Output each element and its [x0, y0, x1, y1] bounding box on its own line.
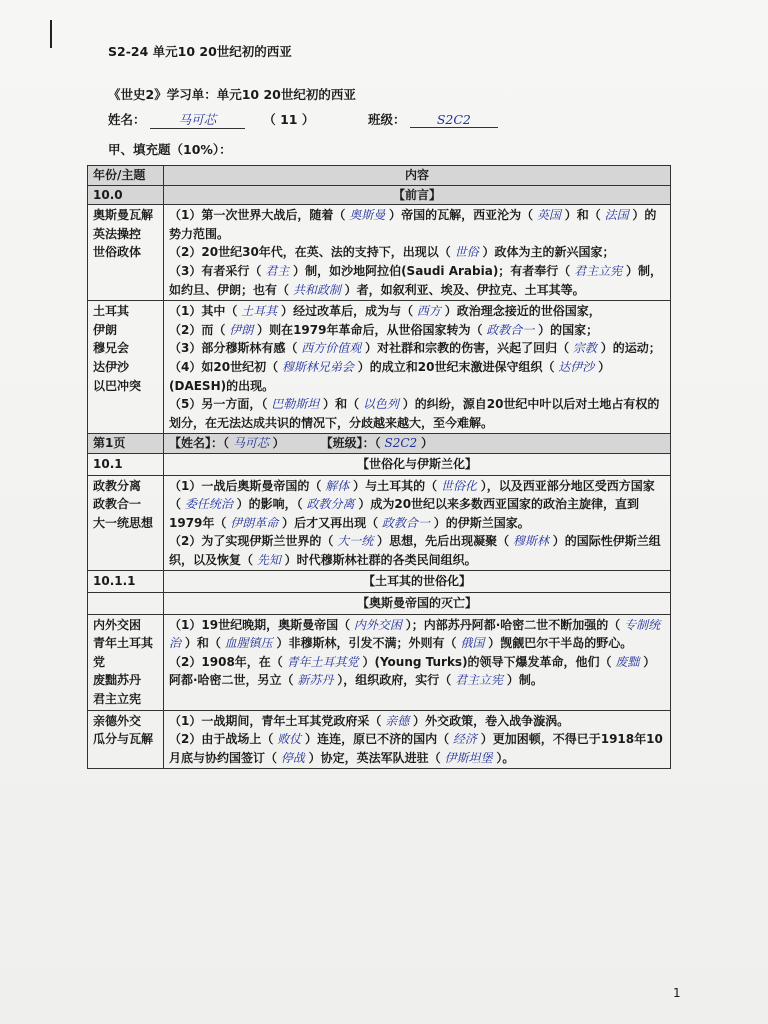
- row-topic-cell: 10.1: [88, 453, 164, 475]
- table-row: [88, 434, 671, 454]
- row-content-cell: 【前言】: [164, 185, 671, 205]
- handwritten-answer: 委任统治: [181, 497, 237, 512]
- handwritten-answer: 君主立宪: [570, 263, 626, 278]
- handwritten-answer: S2C2: [380, 436, 421, 451]
- table-row: [88, 185, 671, 205]
- class-label: 班级：: [368, 112, 406, 127]
- handwritten-answer: 政教合一: [378, 515, 434, 530]
- handwritten-answer: 英国: [533, 208, 565, 223]
- topic-label: 伊朗: [93, 322, 118, 337]
- content-paragraph: （1）19世纪晚期，奥斯曼帝国（ 内外交困 ）；内部苏丹阿都·哈密二世不断加强的（ 专制统治 ）和（ 血腥镇压 ）非穆斯林，引发不满；外则有（ 俄国 ）觊觎巴尔干半岛的野心。: [169, 617, 661, 651]
- handwritten-answer: 青年土耳其党: [282, 654, 363, 669]
- handwritten-answer: 以色列: [359, 397, 403, 412]
- row-content-cell: [164, 301, 671, 434]
- pen-mark: [50, 20, 52, 48]
- topic-label: 世俗政体: [93, 245, 142, 260]
- row-content-cell: [164, 710, 671, 769]
- content-paragraph: （1）一战期间，青年土耳其党政府采（ 亲德 ）外交政策，卷入战争漩涡。: [169, 713, 570, 728]
- row-content-cell: 【世俗化与伊斯兰化】: [164, 453, 671, 475]
- handwritten-answer: 内外交困: [350, 617, 406, 632]
- content-paragraph: （2）20世纪30年代，在英、法的支持下，出现以（ 世俗 ）政体为主的新兴国家；: [169, 245, 615, 260]
- row-topic-cell: 10.1.1: [88, 571, 164, 593]
- handwritten-answer: 君主立宪: [451, 673, 507, 688]
- table-row: [88, 453, 671, 475]
- topic-label: 土耳其: [93, 304, 130, 319]
- topic-label: 政教合一: [93, 497, 142, 512]
- table-row: [88, 593, 671, 615]
- table-header-row: [88, 166, 671, 186]
- class-value: S2C2: [410, 112, 498, 128]
- section-title: 甲、填充题（10%）：: [108, 142, 232, 157]
- handwritten-answer: 新苏丹: [293, 673, 338, 688]
- handwritten-answer: 穆斯林兄弟会: [278, 359, 358, 374]
- header-content: 内容: [164, 166, 671, 186]
- name-value: 马可芯: [150, 110, 245, 129]
- class-field: [368, 110, 498, 128]
- row-topic-cell: 10.0: [88, 185, 164, 205]
- topic-label: 瓜分与瓦解: [93, 732, 154, 747]
- topic-label: 内外交困: [93, 617, 142, 632]
- row-topic-cell: [88, 614, 164, 710]
- topic-label: 奥斯曼瓦解: [93, 208, 154, 223]
- row-topic-cell: [88, 205, 164, 301]
- handwritten-answer: 马可芯: [229, 436, 273, 451]
- topic-label: 大一统思想: [93, 515, 154, 530]
- row-content-cell: [164, 475, 671, 571]
- handwritten-answer: 世俗化: [437, 478, 481, 493]
- content-paragraph: （2）而（ 伊朗 ）则在1979年革命后，从世俗国家转为（ 政教合一 ）的国家；: [169, 322, 599, 337]
- topic-label: 君主立宪: [93, 692, 142, 707]
- handwritten-answer: 俄国: [456, 636, 489, 651]
- handwritten-answer: 达伊沙: [554, 359, 599, 374]
- topic-label: 政教分离: [93, 478, 142, 493]
- content-paragraph: （3）部分穆斯林有感（ 西方价值观 ）对社群和宗教的伤害，兴起了回归（ 宗教 ）的运动；: [169, 341, 661, 356]
- topic-label: 亲德外交: [93, 713, 142, 728]
- handwritten-answer: 大一统: [333, 534, 378, 549]
- topic-label: 废黜苏丹: [93, 673, 142, 688]
- row-topic-cell: [88, 301, 164, 434]
- topic-label: 达伊沙: [93, 359, 130, 374]
- row-topic-cell: [88, 475, 164, 571]
- handwritten-answer: 停战: [277, 750, 309, 765]
- content-paragraph: （4）如20世纪初（ 穆斯林兄弟会 ）的成立和20世纪末激进保守组织（ 达伊沙 ）(DAESH)的出现。: [169, 359, 611, 393]
- table-row: [88, 710, 671, 769]
- content-paragraph: （1）一战后奥斯曼帝国的（ 解体 ）与土耳其的（ 世俗化 ），以及西亚部分地区受西方国家（ 委任统治 ）的影响，（ 政教分离 ）成为20世纪以来多数西亚国家的政治主旋律，直到1979年（ 伊朗革命 ）后才又再出现（ 政教合一 ）的伊斯兰国家。: [169, 478, 655, 530]
- handwritten-answer: 宗教: [569, 341, 601, 356]
- row-topic-cell: [88, 710, 164, 769]
- topic-label: 青年土耳其党: [93, 636, 154, 669]
- handwritten-answer: 伊朗革命: [226, 515, 283, 530]
- handwritten-answer: 政教分离: [302, 497, 359, 512]
- name-field: [108, 110, 314, 129]
- row-topic-cell: [88, 593, 164, 615]
- worksheet-table: [87, 165, 671, 769]
- row-content-cell: 【姓名】：（ 马可芯 ） 【班级】：（ S2C2 ）: [164, 434, 671, 454]
- handwritten-answer: 解体: [321, 478, 354, 493]
- handwritten-answer: 世俗: [450, 245, 483, 260]
- content-paragraph: （2）为了实现伊斯兰世界的（ 大一统 ）思想，先后出现凝聚（ 穆斯林 ）的国际性伊斯兰组织，以及恢复（ 先知 ）时代穆斯林社群的各类民间组织。: [169, 534, 661, 567]
- content-paragraph: （3）有者采行（ 君主 ）制，如沙地阿拉伯(Saudi Arabia)；有者奉行（ 君主立宪 ）制，如约旦、伊朗；也有（ 共和政制 ）者，如叙利亚、埃及、伊拉克、土耳其等。: [169, 263, 662, 297]
- header-year-topic: 年份/主题: [88, 166, 164, 186]
- content-paragraph: （1）其中（ 土耳其 ）经过改革后，成为与（ 西方 ）政治理念接近的世俗国家，: [169, 304, 601, 319]
- handwritten-answer: 伊朗: [225, 322, 258, 337]
- content-paragraph: （5）另一方面，（ 巴勒斯坦 ）和（ 以色列 ）的纠纷，源自20世纪中叶以后对土地占有权的划分，在无法达成共识的情况下，分歧越来越大，至今难解。: [169, 397, 660, 430]
- handwritten-answer: 败仗: [273, 732, 306, 747]
- row-topic-cell: 第1页: [88, 434, 164, 454]
- table-row: [88, 614, 671, 710]
- handwritten-answer: 西方价值观: [297, 341, 366, 356]
- table-row: [88, 205, 671, 301]
- row-content-cell: 【奥斯曼帝国的灭亡】: [164, 593, 671, 615]
- handwritten-answer: 奥斯曼: [345, 208, 390, 223]
- row-content-cell: [164, 614, 671, 710]
- handwritten-answer: 血腥镇压: [220, 636, 277, 651]
- handwritten-answer: 废黜: [611, 654, 644, 669]
- handwritten-answer: 伊斯坦堡: [440, 750, 497, 765]
- document-code: S2-24 单元10 20世纪初的西亚: [108, 44, 292, 59]
- table-row: [88, 571, 671, 593]
- row-content-cell: [164, 205, 671, 301]
- handwritten-answer: 专制统治: [169, 617, 661, 651]
- content-paragraph: （1）第一次世界大战后，随着（ 奥斯曼 ）帝国的瓦解，西亚沦为（ 英国 ）和（ 法国 ）的势力范围。: [169, 208, 657, 241]
- handwritten-answer: 巴勒斯坦: [267, 397, 324, 412]
- table-row: [88, 475, 671, 571]
- handwritten-answer: 共和政制: [289, 282, 345, 297]
- handwritten-answer: 西方: [413, 304, 445, 319]
- handwritten-answer: 土耳其: [237, 304, 282, 319]
- handwritten-answer: 亲德: [381, 713, 414, 728]
- name-label: 姓名：: [108, 112, 146, 127]
- page-number: 1: [673, 986, 681, 1000]
- topic-label: 英法操控: [93, 226, 142, 241]
- content-paragraph: （2）1908年，在（ 青年土耳其党 ）(Young Turks)的领导下爆发革命，他们（ 废黜 ）阿都·哈密二世，另立（ 新苏丹 ），组织政府，实行（ 君主立宪 ）制。: [169, 654, 656, 688]
- handwritten-answer: 法国: [600, 208, 633, 223]
- topic-label: 以巴冲突: [93, 378, 142, 393]
- seat-number: （ 11 ）: [263, 112, 315, 127]
- handwritten-answer: 先知: [253, 552, 285, 567]
- handwritten-answer: 穆斯林: [509, 534, 553, 549]
- handwritten-answer: 经济: [449, 732, 481, 747]
- handwritten-answer: 君主: [261, 263, 294, 278]
- row-content-cell: 【土耳其的世俗化】: [164, 571, 671, 593]
- worksheet-title: 《世史2》学习单：单元10 20世纪初的西亚: [108, 87, 356, 102]
- content-paragraph: （2）由于战场上（ 败仗 ）连连，原已不济的国内（ 经济 ）更加困顿，不得已于1918年10月底与协约国签订（ 停战 ）协定，英法军队进驻（ 伊斯坦堡 ）。: [169, 732, 663, 765]
- topic-label: 穆兄会: [93, 341, 130, 356]
- handwritten-answer: 政教合一: [482, 322, 539, 337]
- table-row: [88, 301, 671, 434]
